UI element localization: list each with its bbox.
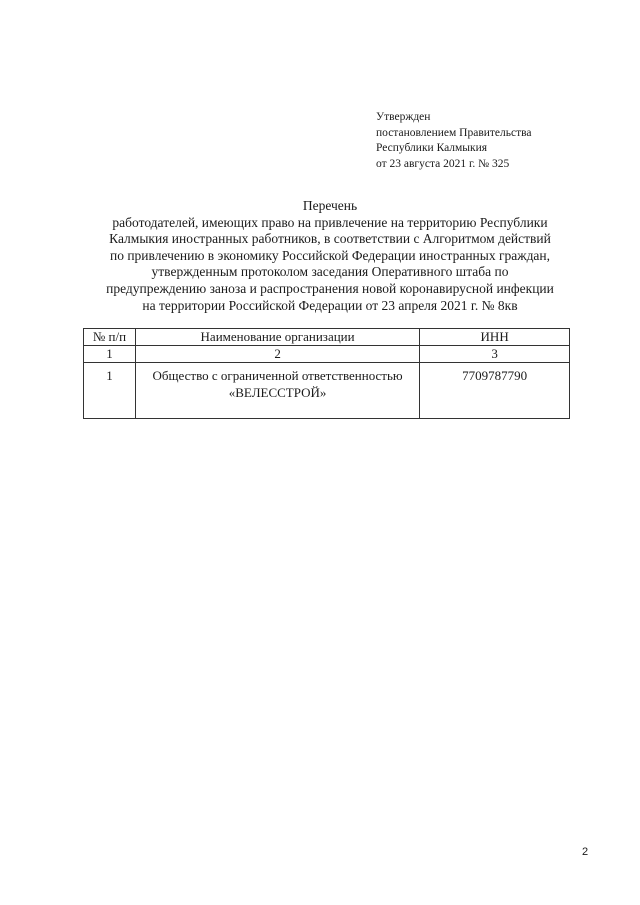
approval-block: [376, 110, 532, 172]
approval-line: от 23 августа 2021 г. № 325: [376, 157, 510, 170]
header-cell-organization: Наименование организации: [135, 329, 419, 346]
title-line: на территории Российской Федерации от 23 апреля 2021 г. № 8кв: [142, 297, 518, 313]
column-number-cell: 1: [84, 346, 136, 363]
approval-line: Республики Калмыкия: [376, 142, 488, 154]
header-cell-number: № п/п: [84, 329, 136, 346]
page-number: 2: [582, 846, 589, 858]
title-line: по привлечению в экономику Российской Федерации иностранных граждан,: [109, 247, 551, 263]
table-header-row: [84, 329, 570, 346]
title-line: Калмыкия иностранных работников, в соответствии с Алгоритмом действий: [109, 231, 551, 247]
column-number-cell: 3: [420, 346, 570, 363]
column-number-cell: 2: [135, 346, 419, 363]
inn-cell: 7709787790: [420, 363, 570, 419]
table-row: [84, 363, 570, 419]
column-number-row: [84, 346, 570, 363]
organization-cell: [135, 363, 419, 419]
approval-line: постановлением Правительства: [376, 126, 532, 139]
title-heading: Перечень: [302, 198, 358, 213]
approval-line: Утвержден: [376, 111, 431, 123]
title-line: утвержденным протоколом заседания Оперативного штаба по: [151, 264, 509, 280]
title-line: предупреждению заноза и распространения новой коронавирусной инфекции: [106, 280, 554, 296]
row-number-cell: 1: [84, 363, 136, 419]
document-title: [80, 198, 580, 314]
title-line: работодателей, имеющих право на привлечение на территорию Республики: [112, 214, 548, 230]
header-cell-inn: ИНН: [420, 329, 570, 346]
organization-name-line: Общество с ограниченной ответственностью: [152, 368, 403, 383]
employers-table: [83, 328, 570, 419]
organization-name-line: «ВЕЛЕССТРОЙ»: [228, 385, 327, 400]
